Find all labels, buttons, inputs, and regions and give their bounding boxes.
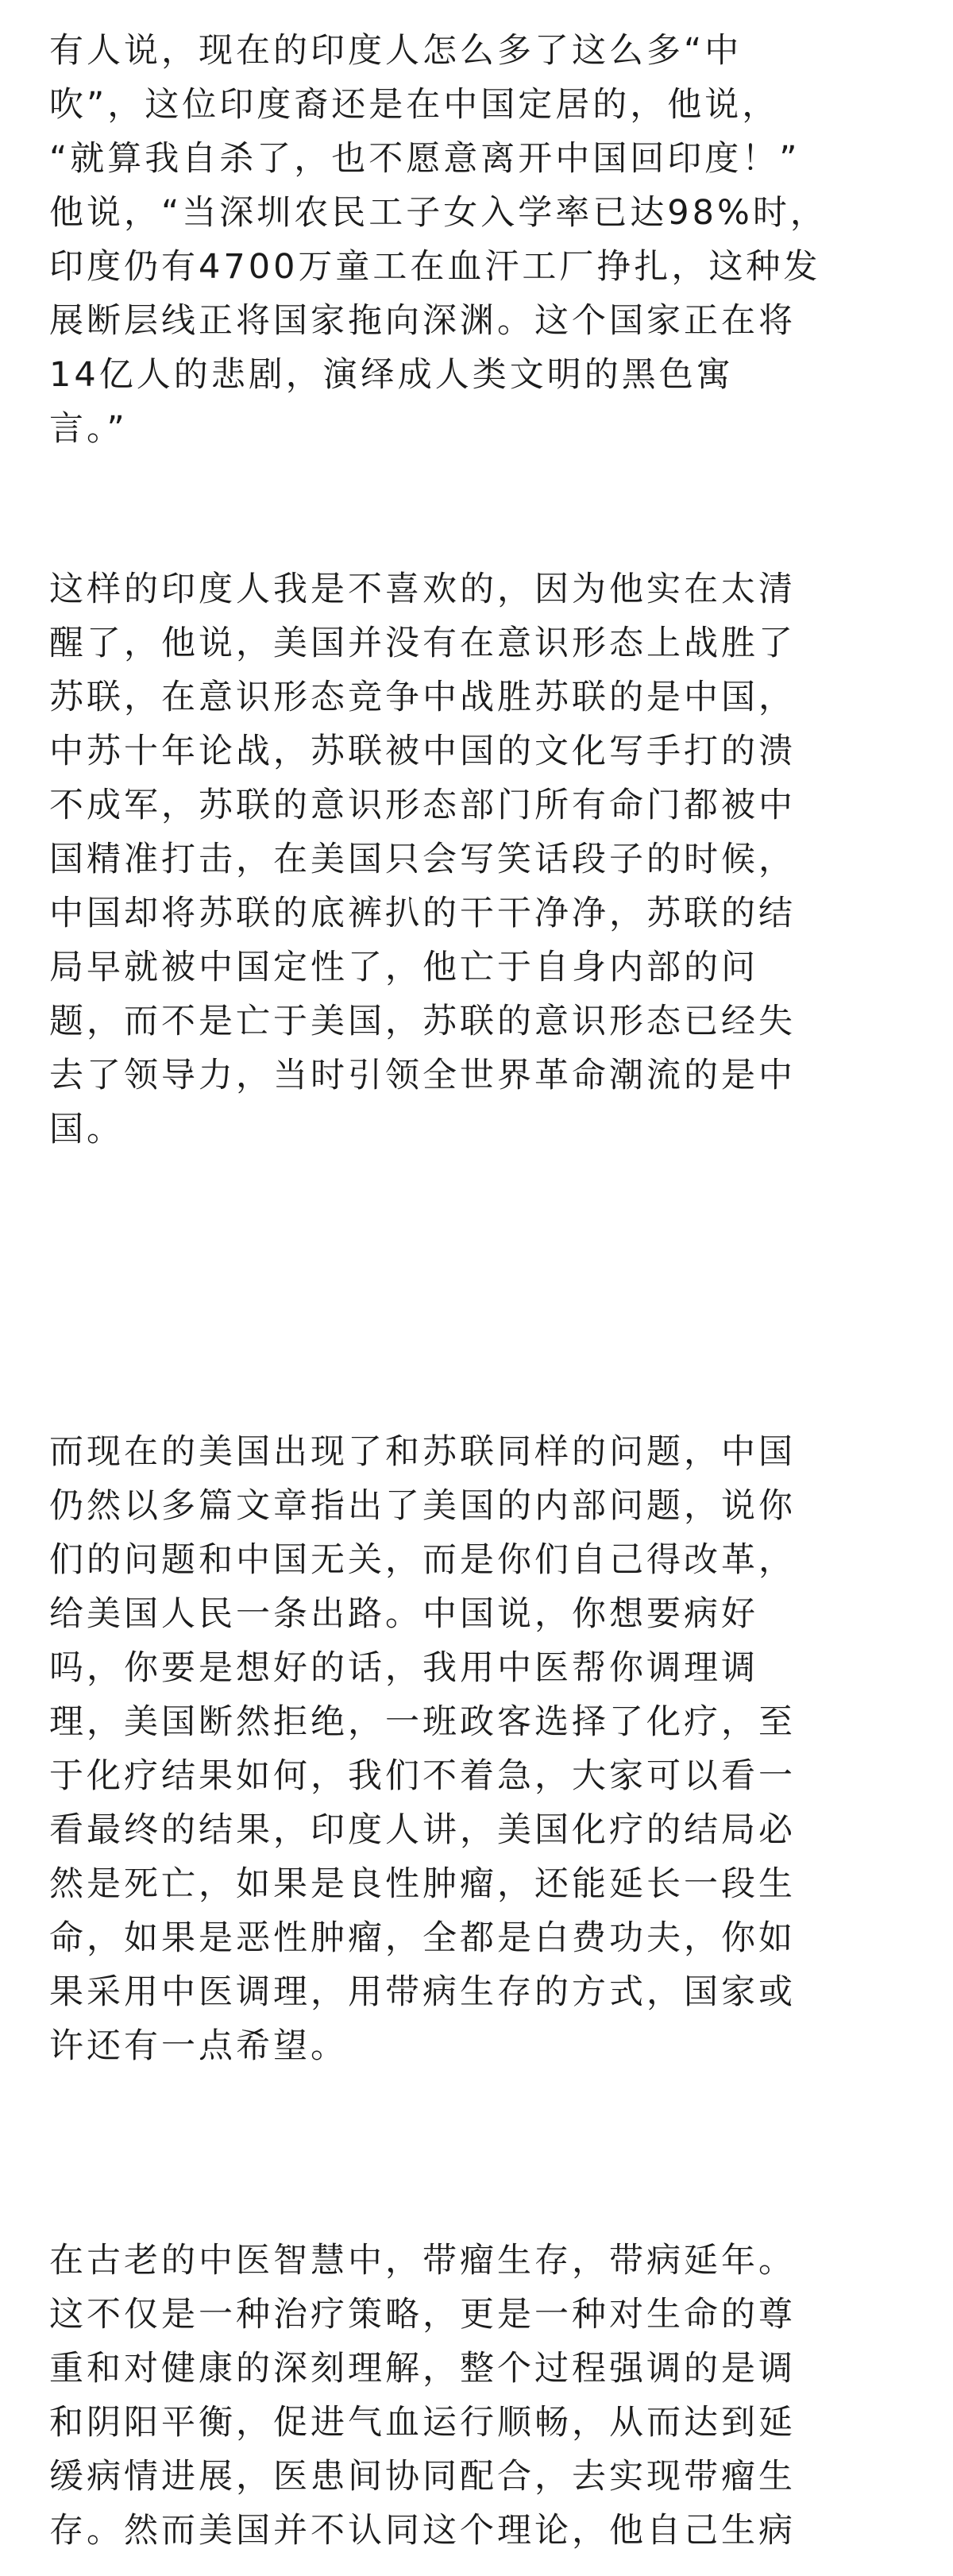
text-line: 命，如果是恶性肿瘤，全都是白费功夫，你如 <box>49 1918 796 1958</box>
text-line: 这样的印度人我是不喜欢的，因为他实在太清 <box>49 570 796 609</box>
text-line: 看最终的结果，印度人讲，美国化疗的结局必 <box>49 1810 796 1850</box>
text-line: 苏联，在意识形态竞争中战胜苏联的是中国， <box>49 678 796 717</box>
text-line: 去了领导力，当时引领全世界革命潮流的是中 <box>49 1056 796 1095</box>
text-line: 不成军，苏联的意识形态部门所有命门都被中 <box>49 786 796 825</box>
text-line: 重和对健康的深刻理解，整个过程强调的是调 <box>49 2349 796 2389</box>
text-line: 然是死亡，如果是良性肿瘤，还能延长一段生 <box>49 1864 796 1904</box>
text-line: 中苏十年论战，苏联被中国的文化写手打的溃 <box>49 732 796 771</box>
text-line: 果采用中医调理，用带病生存的方式，国家或 <box>49 1972 796 2012</box>
text-line: 理，美国断然拒绝，一班政客选择了化疗，至 <box>49 1702 796 1742</box>
text-line: 们的问题和中国无关，而是你们自己得改革， <box>49 1540 796 1580</box>
text-line: 吹”，这位印度裔还是在中国定居的，他说， <box>49 85 780 125</box>
text-line: 中国却将苏联的底裤扒的干干净净，苏联的结 <box>49 894 796 933</box>
text-line: 国。 <box>49 1110 124 1149</box>
text-line: 存。然而美国并不认同这个理论，他自己生病 <box>49 2511 796 2551</box>
text-line: 印度仍有4700万童工在血汗工厂挣扎，这种发 <box>49 247 821 287</box>
text-line: 这不仅是一种治疗策略，更是一种对生命的尊 <box>49 2295 796 2335</box>
text-line: 他说，“当深圳农民工子女入学率已达98%时， <box>49 193 828 233</box>
text-line: 言。” <box>49 409 128 449</box>
text-line: 和阴阳平衡，促进气血运行顺畅，从而达到延 <box>49 2403 796 2443</box>
text-line: 在古老的中医智慧中，带瘤生存，带病延年。 <box>49 2241 796 2281</box>
paragraph-2 <box>49 562 907 1157</box>
paragraph-4 <box>49 2234 907 2558</box>
text-line: 国精准打击，在美国只会写笑话段子的时候， <box>49 840 796 879</box>
text-line: 有人说，现在的印度人怎么多了这么多“中 <box>49 31 743 71</box>
text-line: 醒了，他说，美国并没有在意识形态上战胜了 <box>49 624 796 663</box>
paragraph-3 <box>49 1425 907 2073</box>
text-line: “就算我自杀了，也不愿意离开中国回印度！” <box>49 139 801 179</box>
text-line: 14亿人的悲剧，演绎成人类文明的黑色寓 <box>49 355 734 395</box>
text-line: 缓病情进展，医患间协同配合，去实现带瘤生 <box>49 2457 796 2497</box>
text-line: 吗，你要是想好的话，我用中医帮你调理调 <box>49 1648 758 1688</box>
text-line: 仍然以多篇文章指出了美国的内部问题，说你 <box>49 1486 796 1526</box>
text-line: 于化疗结果如何，我们不着急，大家可以看一 <box>49 1756 796 1796</box>
text-line: 展断层线正将国家拖向深渊。这个国家正在将 <box>49 301 796 341</box>
paragraph-1 <box>49 24 907 456</box>
text-line: 而现在的美国出现了和苏联同样的问题，中国 <box>49 1432 796 1472</box>
text-line: 局早就被中国定性了，他亡于自身内部的问 <box>49 948 758 987</box>
text-line: 题，而不是亡于美国，苏联的意识形态已经失 <box>49 1002 796 1041</box>
text-line: 给美国人民一条出路。中国说，你想要病好 <box>49 1594 758 1634</box>
text-line: 许还有一点希望。 <box>49 2026 348 2066</box>
